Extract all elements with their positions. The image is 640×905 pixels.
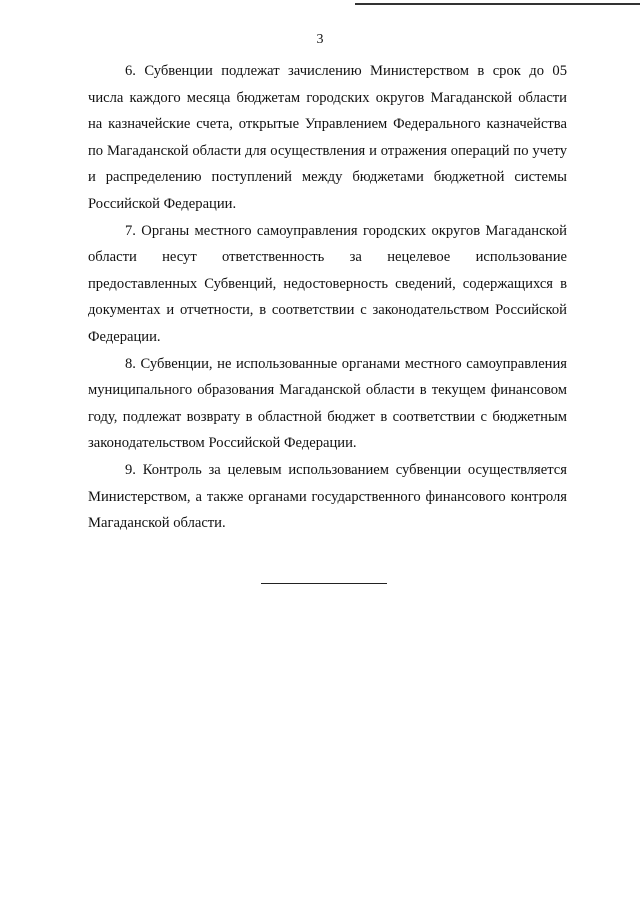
page-number: 3 [316,32,324,47]
paragraph-7: 7. Органы местного самоуправления городских округов Магаданской области несут ответственность за нецелевое использование предоставленных Субвенций, недостоверность сведений, содержащихся в документах и отчетности, в соответствии с законодательством Российской Федерации. [88,222,567,345]
paragraph-8: 8. Субвенции, не использованные органами местного самоуправления муниципального образования Магаданской области в текущем финансовом году, подлежат возврату в областной бюджет в соответствии с бюджетным законодательством Российской Федерации. [88,355,567,452]
paragraph-6: 6. Субвенции подлежат зачислению Министерством в срок до 05 числа каждого месяца бюджетам городских округов Магаданской области на казначейские счета, открытые Управлением Федерального казначейства по Магаданской области для осуществления и отражения операций по учету и распределению поступлений между бюджетами бюджетной системы Российской Федерации. [88,63,567,212]
document-body [88,58,567,537]
end-of-document-line [261,583,387,584]
top-edge-line [355,3,640,5]
paragraph-9: 9. Контроль за целевым использованием субвенции осуществляется Министерством, а также органами государственного финансового контроля Магаданской области. [88,461,567,532]
